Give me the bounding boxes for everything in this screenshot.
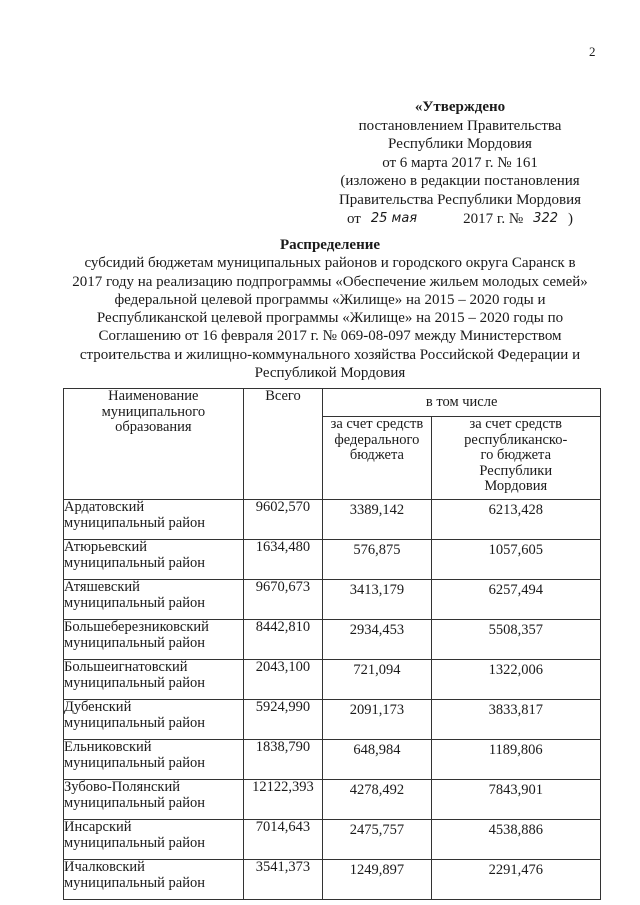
table-row bbox=[64, 580, 601, 620]
republic-value: 6257,494 bbox=[431, 580, 601, 620]
title-line: субсидий бюджетам муниципальных районов и городского округа Саранск в bbox=[84, 255, 576, 272]
header-federal: за счет средств федерального бюджета bbox=[323, 417, 431, 500]
title-line: Республикой Мордовия bbox=[254, 365, 406, 382]
document-title bbox=[50, 236, 610, 382]
republic-value: 1057,605 bbox=[431, 540, 601, 580]
total-value: 12122,393 bbox=[243, 780, 323, 820]
title-heading: Распределение bbox=[279, 237, 381, 253]
title-line: 2017 году на реализацию подпрограммы «Обеспечение жильем молодых семей» bbox=[72, 273, 588, 290]
approval-line: Правительства Республики Мордовия bbox=[338, 191, 582, 208]
republic-value: 6213,428 bbox=[431, 500, 601, 540]
table-row bbox=[64, 820, 601, 860]
decree-date-handwritten: 25 мая bbox=[370, 210, 418, 226]
table-row bbox=[64, 500, 601, 540]
municipality-name: Инсарский муниципальный район bbox=[64, 820, 244, 860]
approval-line: Республики Мордовия bbox=[388, 136, 532, 153]
header-name: Наименование муниципального образования bbox=[64, 389, 244, 500]
federal-value: 2934,453 bbox=[323, 620, 431, 660]
total-value: 8442,810 bbox=[243, 620, 323, 660]
header-total: Всего bbox=[243, 389, 323, 500]
federal-value: 648,984 bbox=[323, 740, 431, 780]
header-republic: за счет средств республиканско- го бюджета Республики Мордовия bbox=[431, 417, 601, 500]
decree-prefix: от bbox=[347, 210, 361, 227]
federal-value: 576,875 bbox=[323, 540, 431, 580]
municipality-name: Атяшевский муниципальный район bbox=[64, 580, 244, 620]
federal-value: 721,094 bbox=[323, 660, 431, 700]
municipality-name: Большеигнатовский муниципальный район bbox=[64, 660, 244, 700]
municipality-name: Дубенский муниципальный район bbox=[64, 700, 244, 740]
decree-line bbox=[326, 210, 594, 229]
table-row bbox=[64, 780, 601, 820]
federal-value: 3413,179 bbox=[323, 580, 431, 620]
federal-value: 2475,757 bbox=[323, 820, 431, 860]
approval-line: (изложено в редакции постановления bbox=[340, 173, 580, 190]
table-row bbox=[64, 860, 601, 900]
decree-year: 2017 г. № bbox=[463, 210, 524, 227]
table-row bbox=[64, 740, 601, 780]
federal-value: 3389,142 bbox=[323, 500, 431, 540]
approval-line: постановлением Правительства bbox=[358, 117, 562, 134]
table-row bbox=[64, 620, 601, 660]
approval-block bbox=[326, 98, 594, 228]
table-row bbox=[64, 660, 601, 700]
title-line: Республиканской целевой программы «Жилище» на 2015 – 2020 годы по bbox=[96, 310, 564, 327]
republic-value: 4538,886 bbox=[431, 820, 601, 860]
total-value: 9670,673 bbox=[243, 580, 323, 620]
total-value: 7014,643 bbox=[243, 820, 323, 860]
total-value: 9602,570 bbox=[243, 500, 323, 540]
municipality-name: Атюрьевский муниципальный район bbox=[64, 540, 244, 580]
total-value: 1634,480 bbox=[243, 540, 323, 580]
distribution-table bbox=[63, 388, 601, 900]
total-value: 1838,790 bbox=[243, 740, 323, 780]
federal-value: 4278,492 bbox=[323, 780, 431, 820]
approval-line: от 6 марта 2017 г. № 161 bbox=[382, 154, 538, 171]
republic-value: 5508,357 bbox=[431, 620, 601, 660]
republic-value: 1322,006 bbox=[431, 660, 601, 700]
municipality-name: Зубово-Полянский муниципальный район bbox=[64, 780, 244, 820]
decree-number-handwritten: 322 bbox=[533, 210, 558, 226]
page-number: 2 bbox=[589, 44, 596, 59]
republic-value: 1189,806 bbox=[431, 740, 601, 780]
republic-value: 7843,901 bbox=[431, 780, 601, 820]
decree-suffix: ) bbox=[568, 210, 573, 227]
table-row bbox=[64, 540, 601, 580]
total-value: 2043,100 bbox=[243, 660, 323, 700]
title-line: строительства и жилищно-коммунального хозяйства Российской Федерации и bbox=[79, 346, 581, 363]
total-value: 3541,373 bbox=[243, 860, 323, 900]
approval-title: «Утверждено bbox=[414, 99, 506, 115]
header-including: в том числе bbox=[323, 389, 601, 417]
federal-value: 2091,173 bbox=[323, 700, 431, 740]
municipality-name: Ичалковский муниципальный район bbox=[64, 860, 244, 900]
municipality-name: Ельниковский муниципальный район bbox=[64, 740, 244, 780]
title-line: Соглашению от 16 февраля 2017 г. № 069-08-097 между Министерством bbox=[98, 328, 562, 345]
municipality-name: Ардатовский муниципальный район bbox=[64, 500, 244, 540]
republic-value: 3833,817 bbox=[431, 700, 601, 740]
table-row bbox=[64, 700, 601, 740]
total-value: 5924,990 bbox=[243, 700, 323, 740]
municipality-name: Большеберезниковский муниципальный район bbox=[64, 620, 244, 660]
federal-value: 1249,897 bbox=[323, 860, 431, 900]
republic-value: 2291,476 bbox=[431, 860, 601, 900]
title-line: федеральной целевой программы «Жилище» на 2015 – 2020 годы и bbox=[114, 291, 546, 308]
